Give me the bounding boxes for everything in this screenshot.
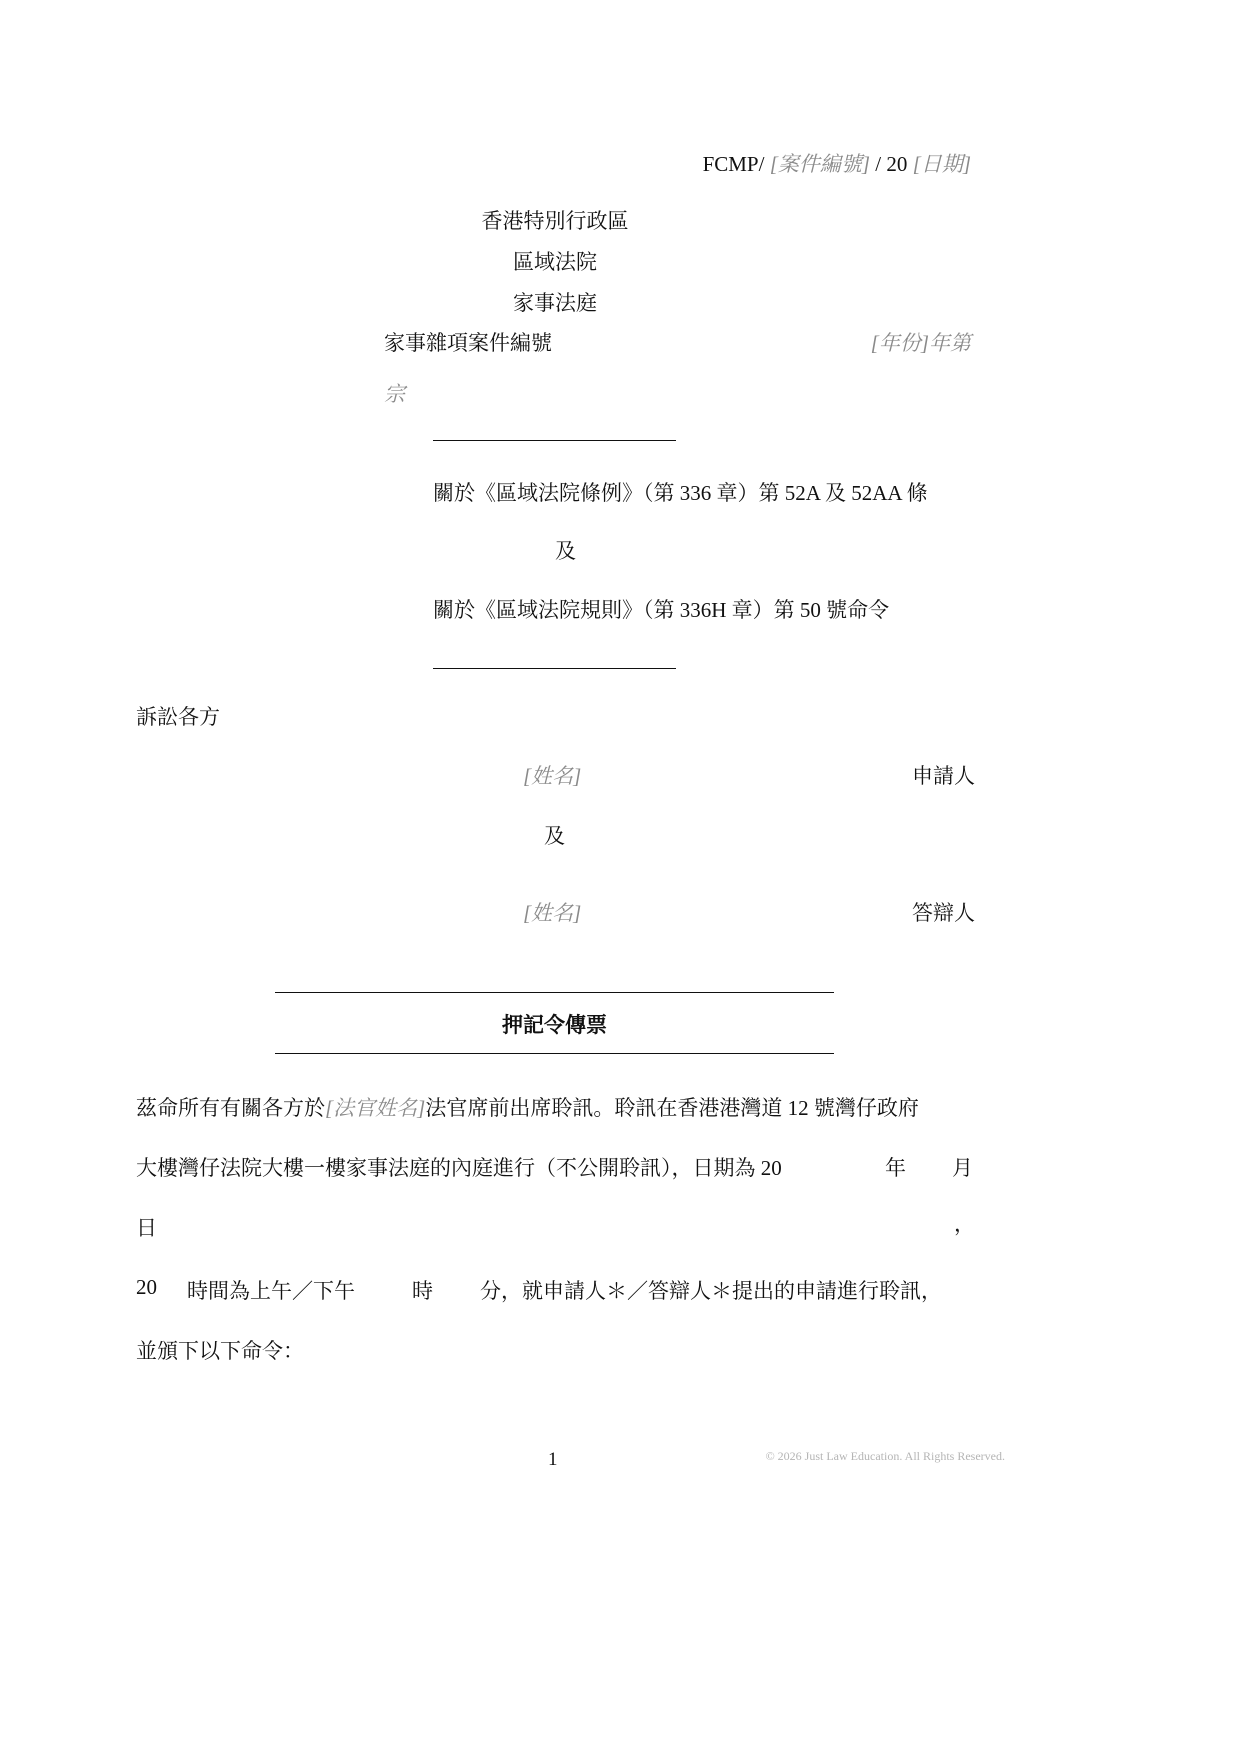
body-line-1	[136, 1092, 919, 1122]
case-number-end: 宗	[384, 382, 405, 406]
parties-and: 及	[544, 824, 565, 848]
case-number-label: 家事雜項案件編號	[384, 331, 552, 355]
applicant-role: 申請人	[912, 764, 975, 788]
divider-rule	[433, 668, 676, 669]
document-title: 押記令傳票	[502, 1013, 607, 1037]
body-comma: ，	[954, 1212, 975, 1236]
page-number: 1	[548, 1449, 558, 1470]
body-hour-label: 時	[412, 1279, 433, 1303]
case-number-placeholder: [案件編號]	[769, 152, 871, 176]
body-text: 法官席前出席聆訊。聆訊在香港港灣道 12 號灣仔政府	[425, 1096, 919, 1120]
title-top-rule	[275, 992, 834, 993]
body-line-2: 大樓灣仔法院大樓一樓家事法庭的內庭進行（不公開聆訊），日期為 20	[136, 1156, 782, 1180]
court-name: 區域法院	[513, 250, 597, 274]
court-region: 香港特別行政區	[481, 209, 629, 233]
case-reference	[703, 148, 971, 178]
body-text: 茲命所有有關各方於	[136, 1096, 325, 1120]
court-division: 家事法庭	[513, 291, 597, 315]
copyright-notice: © 2026 Just Law Education. All Rights Reserved.	[765, 1449, 1005, 1463]
case-ref-prefix: FCMP/	[702, 152, 770, 176]
body-line-5: 並頒下以下命令：	[136, 1339, 304, 1363]
body-month-label: 月	[952, 1156, 973, 1180]
respondent-role: 答辯人	[912, 901, 975, 925]
divider-rule	[433, 440, 676, 441]
matter-ordinance: 關於《區域法院條例》（第 336 章）第 52A 及 52AA 條	[433, 481, 928, 505]
body-line-4-time: 時間為上午／下午	[187, 1279, 355, 1303]
body-day-label: 日	[136, 1216, 157, 1240]
matter-rules: 關於《區域法院規則》（第 336H 章）第 50 號命令	[433, 598, 890, 622]
date-placeholder: [日期]	[912, 152, 971, 176]
applicant-name-placeholder: [姓名]	[523, 764, 582, 788]
body-line-4-year: 20	[136, 1275, 157, 1299]
body-line-4-rest: 分，就申請人＊／答辯人＊提出的申請進行聆訊，	[480, 1279, 942, 1303]
respondent-name-placeholder: [姓名]	[523, 901, 582, 925]
year-suffix: 年第	[929, 331, 971, 355]
title-bottom-rule	[275, 1053, 834, 1054]
year-placeholder: [年份]	[870, 331, 929, 355]
case-ref-mid: / 20	[870, 152, 913, 176]
matter-and: 及	[555, 539, 576, 563]
body-year-label: 年	[885, 1156, 906, 1180]
judge-name-placeholder: [法官姓名]	[325, 1096, 426, 1120]
parties-heading: 訴訟各方	[136, 705, 220, 729]
case-year-line	[871, 327, 971, 357]
